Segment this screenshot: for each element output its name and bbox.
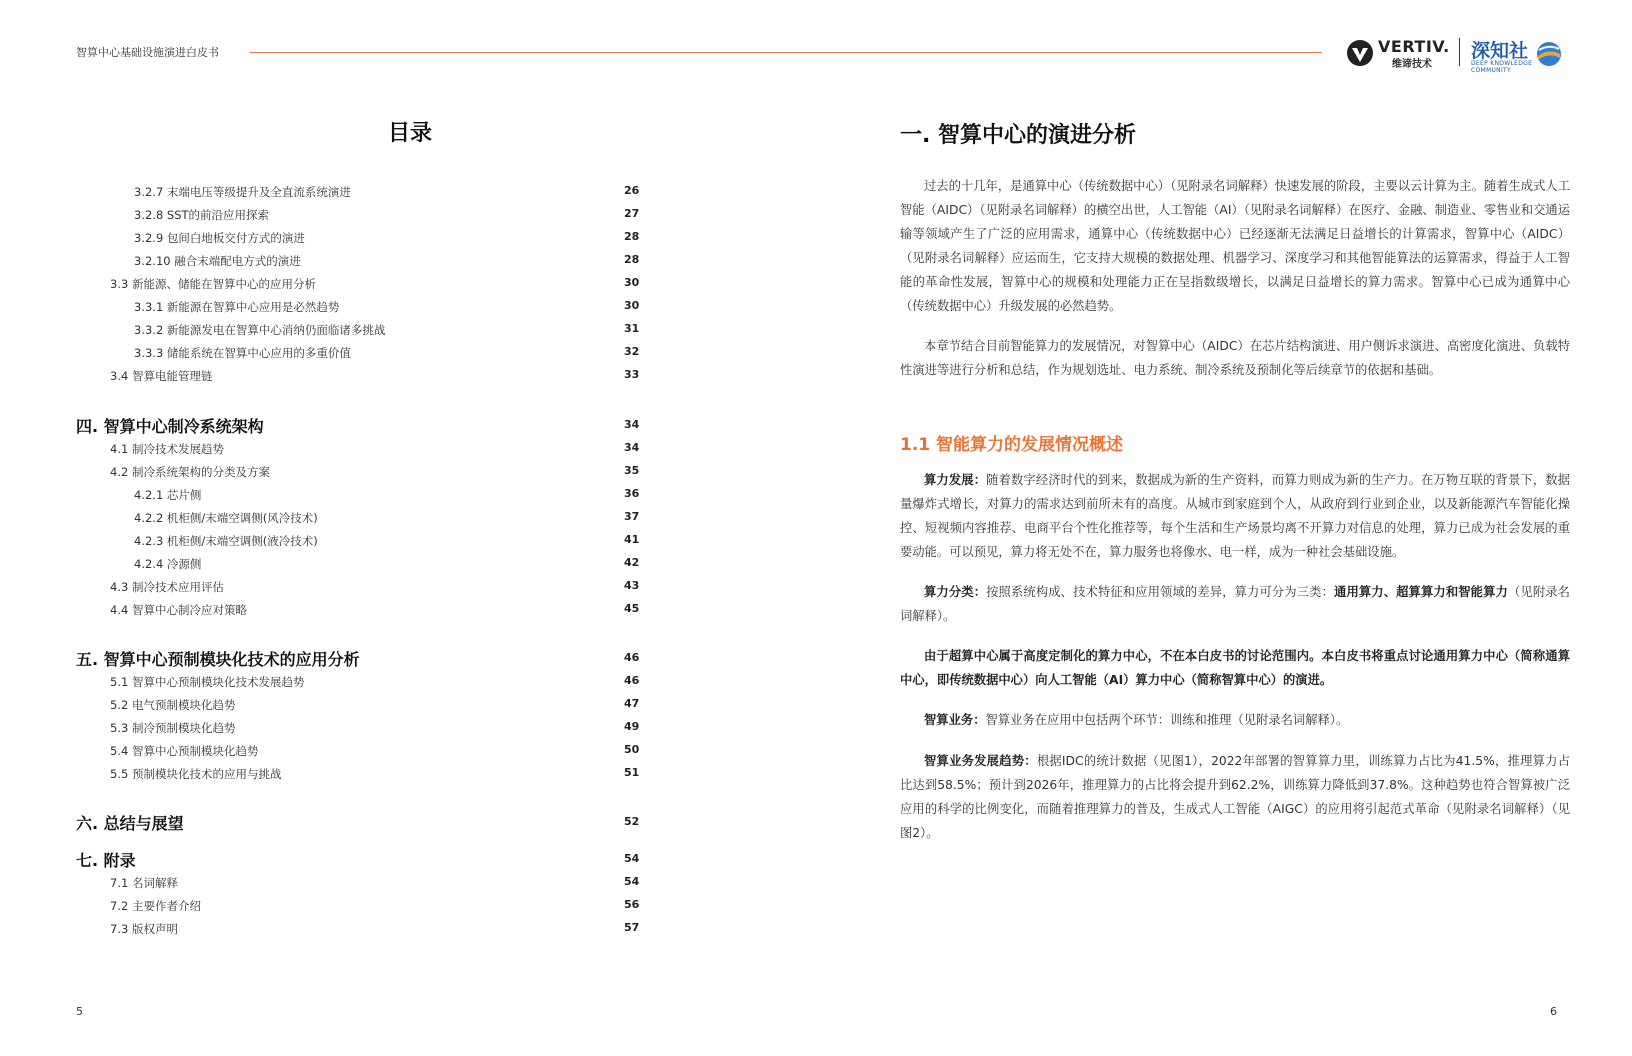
- compute-classification-note: （见附录名词解释）。: [900, 585, 1570, 623]
- toc-entry[interactable]: [134, 533, 644, 553]
- page-number-left: 5: [76, 1005, 83, 1018]
- toc-entry-page: 41: [624, 533, 640, 546]
- toc-entry[interactable]: [110, 743, 644, 763]
- toc-entry-page: 30: [624, 276, 640, 289]
- toc-entry-page: 31: [624, 322, 640, 335]
- ai-trend-lead: 智算业务发展趋势：: [924, 754, 1037, 768]
- toc-entry-label: 4.2.1 芯片侧: [134, 488, 202, 502]
- ai-business-paragraph: [900, 708, 1570, 732]
- chapter-summary-paragraph: [900, 334, 1570, 382]
- toc-entry[interactable]: [134, 207, 644, 227]
- compute-classification-paragraph: [900, 580, 1570, 628]
- toc-entry-page: 56: [624, 898, 640, 911]
- toc-entry-page: 46: [624, 674, 640, 687]
- toc-entry[interactable]: [76, 414, 644, 434]
- toc-entry[interactable]: [134, 253, 644, 273]
- toc-entry-label: 3.2.8 SST的前沿应用探索: [134, 208, 270, 222]
- toc-entry-label: 5.2 电气预制模块化趋势: [110, 698, 236, 712]
- partner-subname: DEEP KNOWLEDGE COMMUNITY: [1471, 60, 1533, 74]
- toc-entry-label: 5.3 制冷预制模块化趋势: [110, 721, 236, 735]
- toc-entry-label: 六. 总结与展望: [76, 814, 184, 833]
- globe-icon: [1535, 40, 1563, 68]
- toc-entry-page: 47: [624, 697, 640, 710]
- toc-entry-page: 54: [624, 875, 640, 888]
- intro-paragraph: [900, 174, 1570, 318]
- toc-entry[interactable]: [110, 898, 644, 918]
- toc-entry[interactable]: [134, 487, 644, 507]
- toc-entry-label: 3.3.2 新能源发电在智算中心消纳仍面临诸多挑战: [134, 323, 386, 337]
- header-title: 智算中心基础设施演进白皮书: [76, 46, 219, 59]
- page-number-right: 6: [1550, 1005, 1557, 1018]
- toc-entry[interactable]: [76, 647, 644, 667]
- scope-paragraph: [900, 644, 1570, 692]
- toc-title: 目录: [388, 121, 433, 146]
- toc-entry[interactable]: [76, 848, 644, 868]
- toc-entry-page: 42: [624, 556, 640, 569]
- toc-entry-label: 4.2.3 机柜侧/末端空调侧(液冷技术): [134, 534, 318, 548]
- toc-entry-page: 33: [624, 368, 640, 381]
- toc-entry[interactable]: [110, 464, 644, 484]
- toc-entry[interactable]: [110, 674, 644, 694]
- toc-entry-label: 4.4 智算中心制冷应对策略: [110, 603, 247, 617]
- toc-entry-page: 36: [624, 487, 640, 500]
- ai-business-lead: 智算业务：: [924, 713, 986, 727]
- toc-entry-label: 3.2.9 包间白地板交付方式的演进: [134, 231, 305, 245]
- toc-entry-label: 3.3.1 新能源在智算中心应用是必然趋势: [134, 300, 340, 314]
- compute-development-text: 随着数字经济时代的到来，数据成为新的生产资料，而算力则成为新的生产力。在万物互联的背景下，数据量爆炸式增长，对算力的需求达到前所未有的高度。从城市到家庭到个人，从政府到行业到企业，以及新能源汽车智能化操控、短视频内容推荐、电商平台个性化推荐等，每个生活和生产场景均离不开算力对信息的处理，算力已成为社会发展的重要动能。可以预见，算力将无处不在，算力服务也将像水、电一样，成为一种社会基础设施。: [900, 473, 1570, 559]
- toc-entry-page: 34: [624, 418, 640, 431]
- toc-entry[interactable]: [110, 875, 644, 895]
- intro-text: 过去的十几年，是通算中心（传统数据中心）（见附录名词解释）快速发展的阶段，主要以云计算为主。随着生成式人工智能（AIDC）（见附录名词解释）的横空出世，人工智能（AI）（见附录名词解释）在医疗、金融、制造业、零售业和交通运输等领域产生了广泛的应用需求，通算中心（传统数据中心）已经逐渐无法满足日益增长的计算需求，智算中心（AIDC）（见附录名词解释）应运而生，它支持大规模的数据处理、机器学习、深度学习和其他智能算法的运算需求，得益于人工智能的革命性发展，智算中心的规模和处理能力正在呈指数级增长，以满足日益增长的算力需求。智算中心已成为通算中心（传统数据中心）升级发展的必然趋势。: [900, 179, 1570, 313]
- toc-entry-page: 57: [624, 921, 640, 934]
- toc-entry[interactable]: [110, 441, 644, 461]
- toc-entry[interactable]: [110, 766, 644, 786]
- toc-entry[interactable]: [134, 184, 644, 204]
- toc-entry-page: 37: [624, 510, 640, 523]
- toc-entry-page: 45: [624, 602, 640, 615]
- toc-entry-page: 50: [624, 743, 640, 756]
- toc-entry[interactable]: [110, 921, 644, 941]
- toc-entry[interactable]: [76, 811, 644, 831]
- toc-entry-page: 26: [624, 184, 640, 197]
- compute-classification-lead: 算力分类：: [924, 585, 987, 599]
- toc-entry-label: 3.4 智算电能管理链: [110, 369, 213, 383]
- toc-entry-label: 4.2.4 冷源侧: [134, 557, 202, 571]
- ai-trend-text: 根据IDC的统计数据（见图1），2022年部署的智算算力里，训练算力占比为41.5%，推理算力占比达到58.5%；预计到2026年，推理算力的占比将会提升到62.2%，训练算力降低到37.8%。这种趋势也符合智算被广泛应用的科学的比例变化，而随着推理算力的普及，生成式人工智能（AIGC）的应用将引起范式革命（见附录名词解释）（见图2）。: [900, 754, 1570, 840]
- toc-entry-label: 4.2 制冷系统架构的分类及方案: [110, 465, 270, 479]
- compute-classification-types: 通用算力、超算算力和智能算力: [1334, 585, 1508, 599]
- toc-entry[interactable]: [134, 510, 644, 530]
- toc-entry[interactable]: [134, 556, 644, 576]
- toc-entry[interactable]: [134, 322, 644, 342]
- toc-entry-label: 5.4 智算中心预制模块化趋势: [110, 744, 259, 758]
- toc-entry-page: 46: [624, 651, 640, 664]
- toc-entry-label: 3.2.10 融合末端配电方式的演进: [134, 254, 301, 268]
- partner-name: 深知社: [1471, 40, 1529, 62]
- vertiv-name: VERTIV.: [1378, 37, 1450, 56]
- toc-entry-page: 28: [624, 230, 640, 243]
- section-title: 一. 智算中心的演进分析: [900, 123, 1137, 148]
- toc-entry-page: 52: [624, 815, 640, 828]
- compute-development-paragraph: [900, 468, 1570, 564]
- scope-text: 由于超算中心属于高度定制化的算力中心，不在本白皮书的讨论范围内。本白皮书将重点讨论通用算力中心（简称通算中心，即传统数据中心）向人工智能（AI）算力中心（简称智算中心）的演进。: [900, 649, 1570, 687]
- toc-entry[interactable]: [110, 579, 644, 599]
- toc-entry-label: 4.1 制冷技术发展趋势: [110, 442, 224, 456]
- ai-trend-paragraph: [900, 749, 1570, 845]
- toc-entry-label: 5.5 预制模块化技术的应用与挑战: [110, 767, 282, 781]
- toc-entry-page: 27: [624, 207, 640, 220]
- subsection-title: 1.1 智能算力的发展情况概述: [900, 435, 1124, 455]
- toc-entry-page: 28: [624, 253, 640, 266]
- toc-entry-page: 32: [624, 345, 640, 358]
- toc-entry[interactable]: [134, 299, 644, 319]
- toc-entry[interactable]: [134, 230, 644, 250]
- logo-divider: [1459, 38, 1460, 66]
- toc-entry[interactable]: [110, 368, 644, 388]
- vertiv-logo: [1346, 36, 1458, 68]
- toc-entry-page: 34: [624, 441, 640, 454]
- toc-entry-label: 七. 附录: [76, 851, 136, 870]
- vertiv-mark-icon: [1346, 39, 1374, 67]
- toc-entry-page: 43: [624, 579, 640, 592]
- toc-entry[interactable]: [134, 345, 644, 365]
- compute-development-lead: 算力发展：: [924, 473, 987, 487]
- toc-entry[interactable]: [110, 720, 644, 740]
- toc-entry[interactable]: [110, 697, 644, 717]
- toc-entry-label: 4.2.2 机柜侧/末端空调侧(风冷技术): [134, 511, 318, 525]
- ai-business-text: 智算业务在应用中包括两个环节：训练和推理（见附录名词解释）。: [985, 713, 1349, 727]
- toc-entry-label: 7.3 版权声明: [110, 922, 178, 936]
- toc-entry-page: 51: [624, 766, 640, 779]
- toc-entry-label: 7.1 名词解释: [110, 876, 178, 890]
- toc-entry-page: 35: [624, 464, 640, 477]
- toc-entry-label: 3.2.7 末端电压等级提升及全直流系统演进: [134, 185, 351, 199]
- toc-entry-page: 54: [624, 852, 640, 865]
- toc-entry-label: 3.3 新能源、储能在智算中心的应用分析: [110, 277, 316, 291]
- vertiv-subname: 维谛技术: [1392, 59, 1432, 70]
- toc-entry-label: 7.2 主要作者介绍: [110, 899, 201, 913]
- toc-entry[interactable]: [110, 276, 644, 296]
- toc-entry-label: 五. 智算中心预制模块化技术的应用分析: [76, 650, 360, 669]
- toc-entry-page: 49: [624, 720, 640, 733]
- toc-entry-label: 3.3.3 储能系统在智算中心应用的多重价值: [134, 346, 351, 360]
- toc-entry-label: 四. 智算中心制冷系统架构: [76, 417, 264, 436]
- header-rule: [250, 52, 1322, 53]
- toc-entry-label: 4.3 制冷技术应用评估: [110, 580, 224, 594]
- chapter-summary-text: 本章节结合目前智能算力的发展情况，对智算中心（AIDC）在芯片结构演进、用户侧诉求演进、高密度化演进、负载特性演进等进行分析和总结，作为规划选址、电力系统、制冷系统及预制化等后续章节的依据和基础。: [900, 339, 1570, 377]
- toc-entry[interactable]: [110, 602, 644, 622]
- partner-logo: [1469, 36, 1565, 74]
- toc-entry-label: 5.1 智算中心预制模块化技术发展趋势: [110, 675, 305, 689]
- toc-entry-page: 30: [624, 299, 640, 312]
- compute-classification-text: 按照系统构成、技术特征和应用领域的差异，算力可分为三类：: [986, 585, 1335, 599]
